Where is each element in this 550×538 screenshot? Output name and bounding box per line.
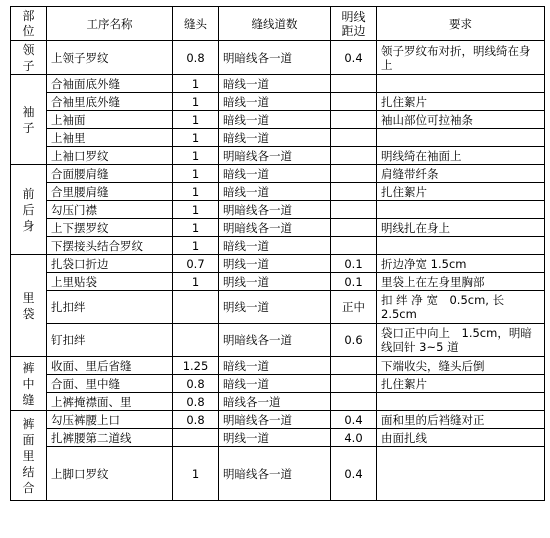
header-part: 部位 [11, 7, 47, 41]
dist-cell [331, 237, 377, 255]
dist-cell: 0.4 [331, 41, 377, 75]
header-dist: 明线 距边 [331, 7, 377, 41]
process-cell: 上下摆罗纹 [47, 219, 173, 237]
dist-cell [331, 219, 377, 237]
lines-cell: 暗线一道 [219, 183, 331, 201]
process-cell: 合袖面底外缝 [47, 75, 173, 93]
requirement-cell: 明线绮在袖面上 [377, 147, 545, 165]
lines-cell: 明暗线各一道 [219, 324, 331, 357]
header-lines: 缝线道数 [219, 7, 331, 41]
requirement-cell [377, 129, 545, 147]
header-row [11, 7, 545, 41]
table-row [11, 111, 545, 129]
dist-cell [331, 357, 377, 375]
seam-cell: 1 [173, 111, 219, 129]
process-cell: 合面腰肩缝 [47, 165, 173, 183]
seam-cell: 1 [173, 201, 219, 219]
process-cell: 合里腰肩缝 [47, 183, 173, 201]
table-row [11, 183, 545, 201]
seam-cell: 0.8 [173, 41, 219, 75]
seam-cell: 1 [173, 129, 219, 147]
requirement-cell: 里袋上在左身里胸部 [377, 273, 545, 291]
process-cell: 上里贴袋 [47, 273, 173, 291]
lines-cell: 明暗线各一道 [219, 447, 331, 501]
process-cell: 上裤掩襟面、里 [47, 393, 173, 411]
dist-cell [331, 93, 377, 111]
seam-cell: 1 [173, 147, 219, 165]
dist-cell: 0.6 [331, 324, 377, 357]
requirement-cell: 扎住絮片 [377, 375, 545, 393]
process-cell: 扎扣绊 [47, 291, 173, 324]
dist-cell [331, 111, 377, 129]
table-row [11, 447, 545, 501]
requirement-cell: 扎住絮片 [377, 183, 545, 201]
table-row [11, 165, 545, 183]
table-body [11, 41, 545, 501]
table-row [11, 147, 545, 165]
lines-cell: 暗线各一道 [219, 393, 331, 411]
dist-cell: 0.1 [331, 273, 377, 291]
requirement-cell: 肩缝带纤条 [377, 165, 545, 183]
part-cell [11, 411, 47, 501]
dist-cell [331, 129, 377, 147]
seam-cell: 1 [173, 237, 219, 255]
dist-cell [331, 147, 377, 165]
lines-cell: 暗线一道 [219, 357, 331, 375]
part-label: 袖子 [22, 104, 35, 135]
lines-cell: 明暗线各一道 [219, 219, 331, 237]
seam-cell: 1 [173, 75, 219, 93]
seam-cell: 1 [173, 183, 219, 201]
requirement-cell [377, 393, 545, 411]
part-label: 裤面里结合 [22, 416, 35, 495]
process-cell: 上领子罗纹 [47, 41, 173, 75]
process-cell: 收面、里后省缝 [47, 357, 173, 375]
table-row [11, 255, 545, 273]
seam-cell: 1 [173, 447, 219, 501]
requirement-cell [377, 447, 545, 501]
lines-cell: 暗线一道 [219, 93, 331, 111]
lines-cell: 明暗线各一道 [219, 201, 331, 219]
lines-cell: 明线一道 [219, 273, 331, 291]
requirement-cell: 由面扎线 [377, 429, 545, 447]
lines-cell: 暗线一道 [219, 111, 331, 129]
requirement-cell: 面和里的后裆缝对正 [377, 411, 545, 429]
part-label: 领子 [22, 42, 35, 73]
header-seam: 缝头 [173, 7, 219, 41]
seam-cell: 1.25 [173, 357, 219, 375]
lines-cell: 暗线一道 [219, 237, 331, 255]
requirement-cell: 扣 绊 净 宽 0.5cm, 长 2.5cm [377, 291, 545, 324]
part-cell [11, 357, 47, 411]
requirement-cell: 袋口正中向上 1.5cm，明暗线回针 3~5 道 [377, 324, 545, 357]
part-cell [11, 75, 47, 165]
process-cell: 钉扣绊 [47, 324, 173, 357]
lines-cell: 明暗线各一道 [219, 147, 331, 165]
lines-cell: 暗线一道 [219, 375, 331, 393]
part-cell [11, 255, 47, 357]
seam-cell: 0.8 [173, 375, 219, 393]
table-row [11, 219, 545, 237]
requirement-cell: 明线扎在身上 [377, 219, 545, 237]
process-table [10, 6, 545, 501]
seam-cell: 1 [173, 273, 219, 291]
requirement-cell: 折边净宽 1.5cm [377, 255, 545, 273]
process-cell: 下摆接头结合罗纹 [47, 237, 173, 255]
lines-cell: 暗线一道 [219, 165, 331, 183]
process-cell: 上脚口罗纹 [47, 447, 173, 501]
header-process: 工序名称 [47, 7, 173, 41]
seam-cell: 1 [173, 165, 219, 183]
part-cell [11, 41, 47, 75]
requirement-cell [377, 201, 545, 219]
requirement-cell: 下端收尖，缝头后倒 [377, 357, 545, 375]
seam-cell: 0.8 [173, 393, 219, 411]
table-row [11, 201, 545, 219]
requirement-cell: 领子罗纹布对折，明线绮在身上 [377, 41, 545, 75]
table-row [11, 357, 545, 375]
table-row [11, 324, 545, 357]
part-cell [11, 165, 47, 255]
dist-cell [331, 75, 377, 93]
requirement-cell [377, 75, 545, 93]
process-cell: 合面、里中缝 [47, 375, 173, 393]
part-label: 裤中缝 [22, 360, 35, 407]
part-label: 前后身 [22, 186, 35, 233]
table-row [11, 93, 545, 111]
seam-cell [173, 429, 219, 447]
process-cell: 上袖里 [47, 129, 173, 147]
process-cell: 上袖面 [47, 111, 173, 129]
dist-cell: 0.4 [331, 411, 377, 429]
table-row [11, 411, 545, 429]
seam-cell: 0.8 [173, 411, 219, 429]
lines-cell: 暗线一道 [219, 129, 331, 147]
seam-cell: 1 [173, 93, 219, 111]
process-cell: 扎袋口折边 [47, 255, 173, 273]
seam-cell [173, 291, 219, 324]
lines-cell: 明暗线各一道 [219, 41, 331, 75]
dist-cell: 0.4 [331, 447, 377, 501]
dist-cell [331, 375, 377, 393]
table-row [11, 375, 545, 393]
dist-cell [331, 393, 377, 411]
table-row [11, 429, 545, 447]
seam-cell: 1 [173, 219, 219, 237]
requirement-cell [377, 237, 545, 255]
process-cell: 勾压门襟 [47, 201, 173, 219]
lines-cell: 明暗线各一道 [219, 411, 331, 429]
lines-cell: 明线一道 [219, 291, 331, 324]
dist-cell [331, 165, 377, 183]
table-row [11, 273, 545, 291]
requirement-cell: 扎住絮片 [377, 93, 545, 111]
process-cell: 勾压裤腰上口 [47, 411, 173, 429]
table-row [11, 41, 545, 75]
lines-cell: 明线一道 [219, 429, 331, 447]
dist-cell [331, 183, 377, 201]
dist-cell: 正中 [331, 291, 377, 324]
process-cell: 合袖里底外缝 [47, 93, 173, 111]
lines-cell: 暗线一道 [219, 75, 331, 93]
lines-cell: 明线一道 [219, 255, 331, 273]
process-cell: 上袖口罗纹 [47, 147, 173, 165]
process-cell: 扎裤腰第二道线 [47, 429, 173, 447]
table-row [11, 75, 545, 93]
dist-cell [331, 201, 377, 219]
seam-cell [173, 324, 219, 357]
table-row [11, 291, 545, 324]
dist-cell: 4.0 [331, 429, 377, 447]
table-row [11, 129, 545, 147]
seam-cell: 0.7 [173, 255, 219, 273]
dist-cell: 0.1 [331, 255, 377, 273]
table-row [11, 237, 545, 255]
table-row [11, 393, 545, 411]
header-requirement: 要求 [377, 7, 545, 41]
requirement-cell: 袖山部位可拉袖条 [377, 111, 545, 129]
part-label: 里袋 [22, 290, 35, 321]
